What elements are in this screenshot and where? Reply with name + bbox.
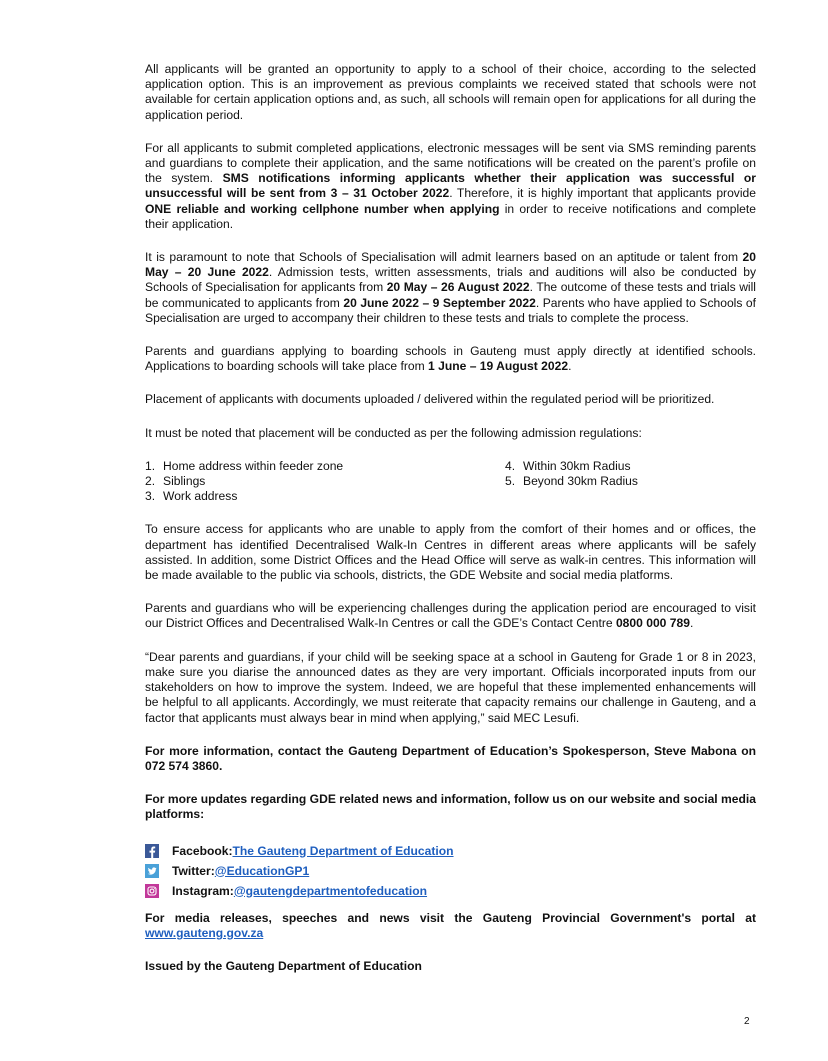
paragraph-contact-centre: Parents and guardians who will be experiencing challenges during the application period are encouraged to visit our District Offices and Decentralised Walk-In Centres or call the GDE’s Contact Centre 0800 000 789.	[145, 601, 756, 631]
list-item: 1. Home address within feeder zone	[145, 458, 344, 473]
list-item: 4. Within 30km Radius	[505, 458, 631, 473]
social-row-twitter	[145, 861, 756, 881]
paragraph-media-releases: For media releases, speeches and news visit the Gauteng Provincial Government's portal at www.gauteng.gov.za	[145, 910, 756, 940]
regulations-list-left	[145, 459, 505, 505]
list-item: 5. Beyond 30km Radius	[505, 474, 638, 489]
regulations-list-right	[505, 459, 638, 505]
page-number: 2	[744, 1016, 750, 1027]
paragraph-school-choice: All applicants will be granted an opportunity to apply to a school of their choice, according to the selected application option. This is an improvement as previous complaints we received stated that schools were not available for certain application options and, as such, all schools will remain open for applications for all during the application period.	[145, 62, 756, 122]
paragraph-follow-us: For more updates regarding GDE related news and information, follow us on our website and social media platforms:	[145, 792, 756, 822]
twitter-label: Twitter:	[172, 863, 215, 878]
facebook-link[interactable]: The Gauteng Department of Education	[232, 843, 454, 858]
paragraph-admission-regulations: It must be noted that placement will be conducted as per the following admission regulations:	[145, 425, 642, 440]
admission-regulations-list	[145, 459, 756, 505]
paragraph-sms-notifications: For all applicants to submit completed applications, electronic messages will be sent via SMS reminding parents and guardians to complete their application, and the same notifications will be created on the parent’s profile on the system. SMS notifications informing applicants whether their application was successful or unsuccessful will be sent from 3 – 31 October 2022. Therefore, it is highly important that applicants provide ONE reliable and working cellphone number when applying in order to receive notifications and complete their application.	[145, 140, 756, 231]
list-item: 3. Work address	[145, 489, 238, 504]
paragraph-mec-quote: “Dear parents and guardians, if your child will be seeking space at a school in Gauteng for Grade 1 or 8 in 2023, make sure you diarise the announced dates as they are very important. Officials incorporated inputs from our stakeholders on how to improve the system. Indeed, we are hopeful that these implemented enhancements will be helpful to all applicants. Accordingly, we must reiterate that capacity remains our challenge in Gauteng, and a factor that applicants must always bear in mind when applying,” said MEC Lesufi.	[145, 649, 756, 725]
issued-by: Issued by the Gauteng Department of Education	[145, 958, 422, 973]
gauteng-portal-link[interactable]: www.gauteng.gov.za	[145, 925, 264, 940]
facebook-label: Facebook:	[172, 843, 233, 858]
paragraph-boarding-schools: Parents and guardians applying to boarding schools in Gauteng must apply directly at identified schools. Applications to boarding schools will take place from 1 June – 19 August 2022.	[145, 344, 756, 374]
paragraph-spokesperson-contact: For more information, contact the Gauteng Department of Education’s Spokesperson, Steve Mabona on 072 574 3860.	[145, 743, 756, 773]
instagram-link[interactable]: @gautengdepartmentofeducation	[233, 883, 428, 898]
document-page	[145, 62, 756, 992]
twitter-link[interactable]: @EducationGP1	[214, 863, 310, 878]
instagram-icon	[145, 884, 159, 898]
list-item: 2. Siblings	[145, 474, 206, 489]
social-row-instagram	[145, 881, 756, 901]
social-row-facebook	[145, 841, 756, 861]
paragraph-placement-priority: Placement of applicants with documents uploaded / delivered within the regulated period will be prioritized.	[145, 392, 715, 407]
social-media-list	[145, 841, 756, 901]
instagram-label: Instagram:	[172, 883, 234, 898]
facebook-icon	[145, 844, 159, 858]
twitter-icon	[145, 864, 159, 878]
paragraph-walk-in-centres: To ensure access for applicants who are unable to apply from the comfort of their homes and or offices, the department has identified Decentralised Walk-In Centres in different areas where applicants will be safely assisted. In addition, some District Offices and the Head Office will serve as walk-in centres. This information will be made available to the public via schools, districts, the GDE Website and social media platforms.	[145, 522, 756, 583]
paragraph-schools-of-specialisation: It is paramount to note that Schools of Specialisation will admit learners based on an aptitude or talent from 20 May – 20 June 2022. Admission tests, written assessments, trials and auditions will also be conducted by Schools of Specialisation for applicants from 20 May – 26 August 2022. The outcome of these tests and trials will be communicated to applicants from 20 June 2022 – 9 September 2022. Parents who have applied to Schools of Specialisation are urged to accompany their children to these tests and trials to complete the process.	[145, 250, 757, 325]
